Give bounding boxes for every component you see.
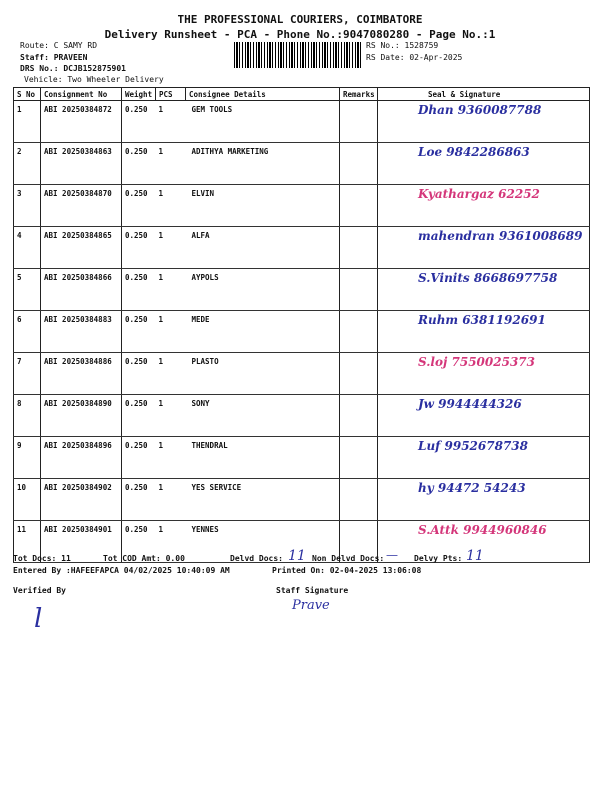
row-consignment-no: ABI 20250384896	[41, 437, 122, 479]
delivery-points-value: 11	[466, 548, 484, 564]
row-sno: 2	[14, 143, 41, 185]
row-sno: 4	[14, 227, 41, 269]
row-signature: S.Attk 9944960846	[418, 523, 547, 537]
row-signature-cell	[378, 437, 590, 479]
row-signature: Loe 9842286863	[418, 145, 530, 159]
row-weight: 0.250	[122, 227, 156, 269]
row-weight: 0.250	[122, 311, 156, 353]
row-signature-cell	[378, 479, 590, 521]
row-consignee: SONY	[186, 395, 340, 437]
delivered-docs-label: Delvd Docs:	[230, 554, 283, 563]
row-signature: mahendran 9361008689	[418, 229, 583, 243]
vehicle-label: Vehicle: Two Wheeler Delivery	[24, 75, 164, 84]
table-row	[14, 311, 590, 353]
row-remarks	[340, 101, 378, 143]
row-consignee: ELVIN	[186, 185, 340, 227]
col-signature: Seal & Signature	[378, 88, 590, 101]
row-signature: hy 94472 54243	[418, 481, 526, 495]
row-weight: 0.250	[122, 353, 156, 395]
row-consignment-no: ABI 20250384866	[41, 269, 122, 311]
row-signature: S.loj 7550025373	[418, 355, 535, 369]
row-sno: 1	[14, 101, 41, 143]
row-consignee: GEM TOOLS	[186, 101, 340, 143]
runsheet-subtitle: Delivery Runsheet - PCA - Phone No.:9047080280 - Page No.:1	[104, 28, 496, 41]
col-pcs: PCS	[156, 88, 186, 101]
delivered-docs-value: 11	[288, 548, 306, 564]
col-consignee: Consignee Details	[186, 88, 340, 101]
row-consignment-no: ABI 20250384901	[41, 521, 122, 563]
table-row	[14, 101, 590, 143]
row-signature: Jw 9944444326	[418, 397, 522, 411]
row-consignment-no: ABI 20250384865	[41, 227, 122, 269]
row-pcs: 1	[156, 437, 186, 479]
route-label: Route: C SAMY RD	[20, 41, 98, 50]
row-signature-cell	[378, 227, 590, 269]
row-consignment-no: ABI 20250384883	[41, 311, 122, 353]
row-weight: 0.250	[122, 101, 156, 143]
row-sno: 9	[14, 437, 41, 479]
row-weight: 0.250	[122, 437, 156, 479]
row-pcs: 1	[156, 395, 186, 437]
verified-signature: l	[34, 604, 43, 634]
row-weight: 0.250	[122, 395, 156, 437]
delivery-points-label: Delvy Pts:	[414, 554, 463, 563]
row-signature: Kyathargaz 62252	[418, 187, 540, 201]
row-consignee: MEDE	[186, 311, 340, 353]
row-consignee: YES SERVICE	[186, 479, 340, 521]
row-pcs: 1	[156, 185, 186, 227]
row-signature-cell	[378, 101, 590, 143]
row-consignee: PLASTO	[186, 353, 340, 395]
row-weight: 0.250	[122, 185, 156, 227]
row-sno: 10	[14, 479, 41, 521]
non-delivered-docs-value: —	[386, 548, 398, 562]
row-weight: 0.250	[122, 479, 156, 521]
runsheet-table	[13, 87, 590, 563]
row-signature-cell	[378, 269, 590, 311]
row-sno: 5	[14, 269, 41, 311]
table-row	[14, 269, 590, 311]
printed-on: Printed On: 02-04-2025 13:06:08	[272, 566, 422, 575]
row-sno: 8	[14, 395, 41, 437]
row-remarks	[340, 269, 378, 311]
table-header	[14, 88, 590, 101]
col-sno: S No	[14, 88, 41, 101]
company-title: THE PROFESSIONAL COURIERS, COIMBATORE	[177, 13, 423, 26]
row-signature-cell	[378, 185, 590, 227]
row-remarks	[340, 353, 378, 395]
row-consignment-no: ABI 20250384902	[41, 479, 122, 521]
row-consignment-no: ABI 20250384872	[41, 101, 122, 143]
row-pcs: 1	[156, 101, 186, 143]
row-sno: 11	[14, 521, 41, 563]
row-pcs: 1	[156, 311, 186, 353]
row-signature-cell	[378, 311, 590, 353]
row-remarks	[340, 143, 378, 185]
row-weight: 0.250	[122, 521, 156, 563]
barcode	[234, 42, 362, 68]
non-delivered-docs-label: Non Delvd Docs:	[312, 554, 385, 563]
col-weight: Weight	[122, 88, 156, 101]
rs-date: RS Date: 02-Apr-2025	[366, 53, 463, 62]
row-weight: 0.250	[122, 269, 156, 311]
entered-by: Entered By :HAFEEFAPCA 04/02/2025 10:40:09 AM	[13, 566, 230, 575]
drs-label: DRS No.: DCJB152875901	[20, 64, 126, 73]
total-cod: Tot COD Amt: 0.00	[103, 554, 185, 563]
row-signature-cell	[378, 353, 590, 395]
row-pcs: 1	[156, 479, 186, 521]
row-signature: S.Vinits 8668697758	[418, 271, 558, 285]
verified-by-label: Verified By	[13, 586, 66, 595]
table-row	[14, 437, 590, 479]
row-consignee: YENNES	[186, 521, 340, 563]
col-remarks: Remarks	[340, 88, 378, 101]
row-signature-cell	[378, 395, 590, 437]
table-row	[14, 185, 590, 227]
row-consignment-no: ABI 20250384886	[41, 353, 122, 395]
row-consignment-no: ABI 20250384870	[41, 185, 122, 227]
row-signature: Dhan 9360087788	[418, 103, 542, 117]
row-consignee: THENDRAL	[186, 437, 340, 479]
row-sno: 6	[14, 311, 41, 353]
row-pcs: 1	[156, 521, 186, 563]
col-consignment: Consignment No	[41, 88, 122, 101]
staff-signature: Prave	[292, 598, 330, 613]
table-row	[14, 479, 590, 521]
row-remarks	[340, 311, 378, 353]
row-remarks	[340, 395, 378, 437]
table-row	[14, 143, 590, 185]
row-remarks	[340, 185, 378, 227]
row-pcs: 1	[156, 269, 186, 311]
row-consignee: ADITHYA MARKETING	[186, 143, 340, 185]
staff-label: Staff: PRAVEEN	[20, 53, 88, 62]
table-row	[14, 395, 590, 437]
row-consignment-no: ABI 20250384863	[41, 143, 122, 185]
row-consignee: ALFA	[186, 227, 340, 269]
row-pcs: 1	[156, 227, 186, 269]
total-docs: Tot Docs: 11	[13, 554, 71, 563]
row-sno: 3	[14, 185, 41, 227]
row-pcs: 1	[156, 353, 186, 395]
row-remarks	[340, 437, 378, 479]
row-weight: 0.250	[122, 143, 156, 185]
table-row	[14, 353, 590, 395]
row-consignee: AYPOLS	[186, 269, 340, 311]
row-signature: Luf 9952678738	[418, 439, 528, 453]
row-consignment-no: ABI 20250384890	[41, 395, 122, 437]
row-pcs: 1	[156, 143, 186, 185]
staff-signature-label: Staff Signature	[276, 586, 349, 595]
row-signature-cell	[378, 143, 590, 185]
table-row	[14, 227, 590, 269]
row-signature: Ruhm 6381192691	[418, 313, 546, 327]
rs-number: RS No.: 1528759	[366, 41, 439, 50]
row-remarks	[340, 479, 378, 521]
row-remarks	[340, 227, 378, 269]
row-sno: 7	[14, 353, 41, 395]
